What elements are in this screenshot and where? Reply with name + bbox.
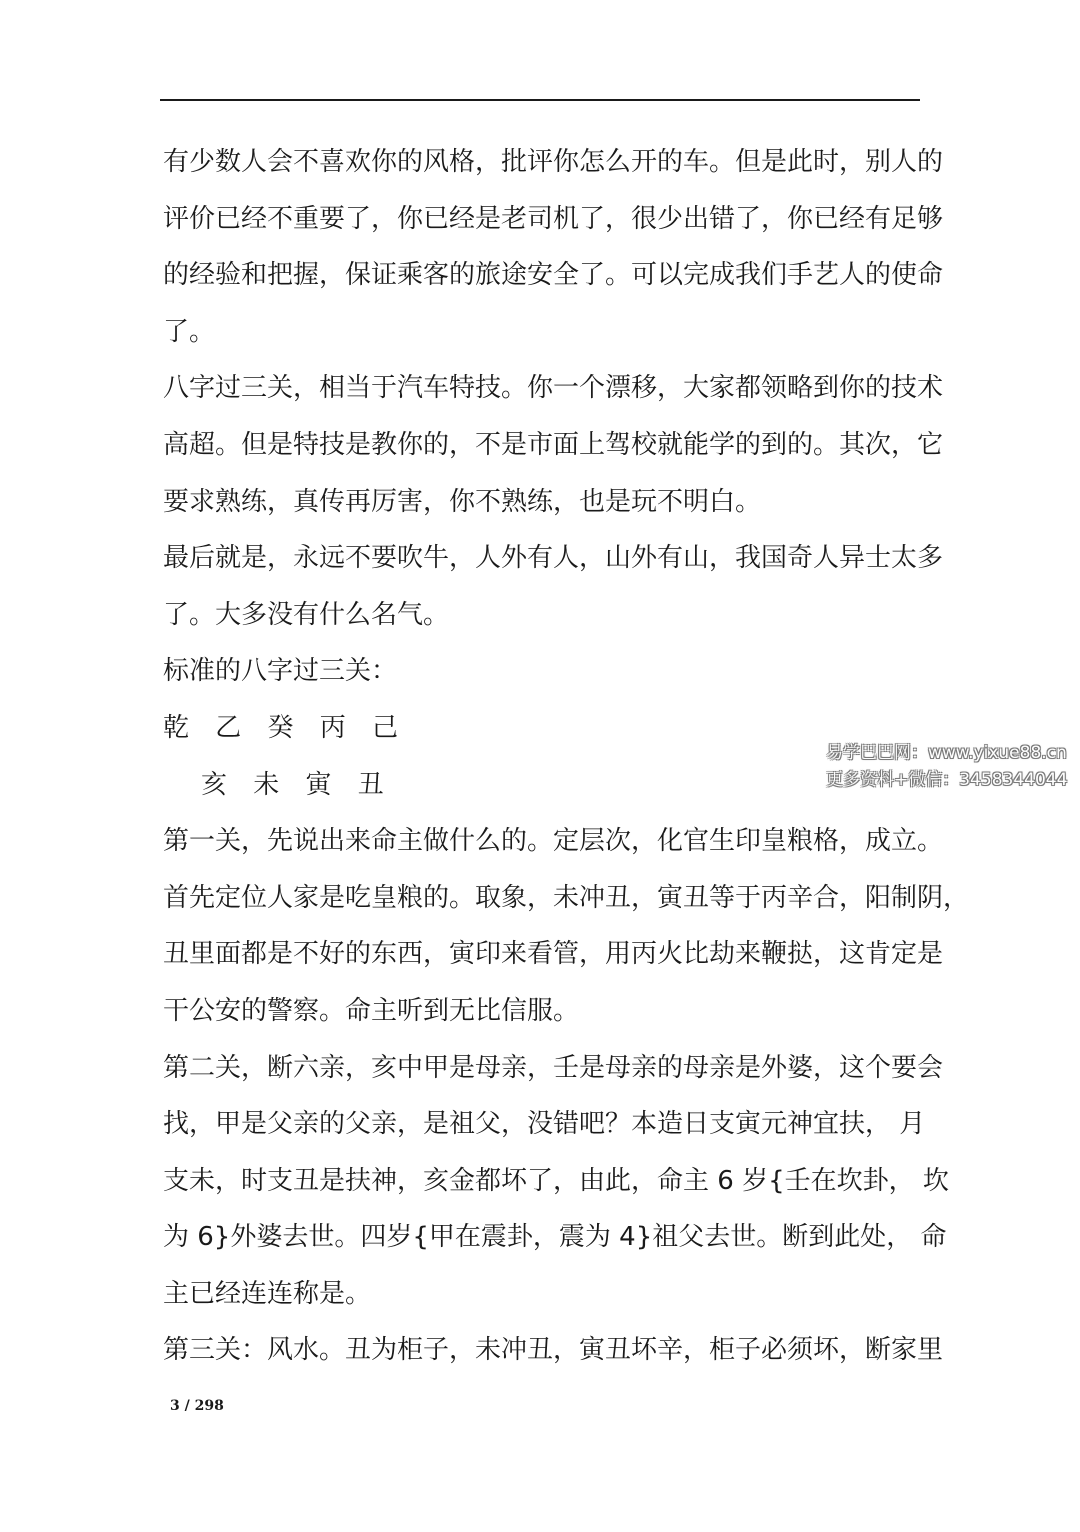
- text-line: 要求熟练，真传再厉害，你不熟练，也是玩不明白。: [163, 486, 762, 517]
- text-line: 八字过三关，相当于汽车特技。你一个漂移，大家都领略到你的技术: [163, 373, 944, 404]
- text-line: 了。: [163, 316, 216, 347]
- bazi-heavenly-stems: 乾 乙 癸 丙 己: [163, 712, 408, 743]
- text-line: 首先定位人家是吃皇粮的。取象，未冲丑，寅丑等于丙辛合，阳制阴，: [163, 882, 970, 913]
- text-line: 第三关：风水。丑为柜子，未冲丑，寅丑坏辛，柜子必须坏，断家里: [163, 1335, 944, 1366]
- watermark-site: 易学巴巴网：www.yixue88.cn: [826, 743, 1067, 763]
- page-number: 3 / 298: [170, 1398, 224, 1414]
- text-line: 的经验和把握，保证乘客的旅途安全了。可以完成我们手艺人的使命: [163, 260, 944, 291]
- text-line: 为 6}外婆去世。四岁{甲在震卦，震为 4}祖父去世。断到此处， 命: [163, 1222, 947, 1253]
- text-line: 丑里面都是不好的东西，寅印来看管，用丙火比劫来鞭挞，这肯定是: [163, 939, 944, 970]
- text-line: 最后就是，永远不要吹牛，人外有人，山外有山，我国奇人异士太多: [163, 543, 944, 574]
- text-line: 干公安的警察。命主听到无比信服。: [163, 995, 580, 1026]
- text-line: 标准的八字过三关：: [163, 656, 398, 687]
- text-line: 第一关，先说出来命主做什么的。定层次，化官生印皇粮格，成立。: [163, 826, 944, 857]
- text-line: 第二关，断六亲，亥中甲是母亲，壬是母亲的母亲是外婆，这个要会: [163, 1052, 944, 1083]
- text-line: 主已经连连称是。: [163, 1278, 372, 1309]
- watermark: [826, 740, 1076, 794]
- text-line: 找，甲是父亲的父亲，是祖父，没错吧？本造日支寅元神宜扶， 月: [163, 1109, 926, 1140]
- watermark-contact: 更多资料+微信：3458344044: [826, 770, 1068, 790]
- header-rule: [160, 99, 920, 101]
- text-line: 支未，时支丑是扶神，亥金都坏了，由此，命主 6 岁{壬在坎卦， 坎: [163, 1165, 949, 1196]
- text-line: 评价已经不重要了，你已经是老司机了，很少出错了，你已经有足够: [163, 203, 944, 234]
- bazi-earthly-branches: 亥 未 寅 丑: [201, 769, 393, 800]
- text-line: 有少数人会不喜欢你的风格，批评你怎么开的车。但是此时，别人的: [163, 147, 944, 177]
- text-line: 高超。但是特技是教你的，不是市面上驾校就能学的到的。其次，它: [163, 429, 944, 460]
- text-line: 了。大多没有什么名气。: [163, 599, 450, 630]
